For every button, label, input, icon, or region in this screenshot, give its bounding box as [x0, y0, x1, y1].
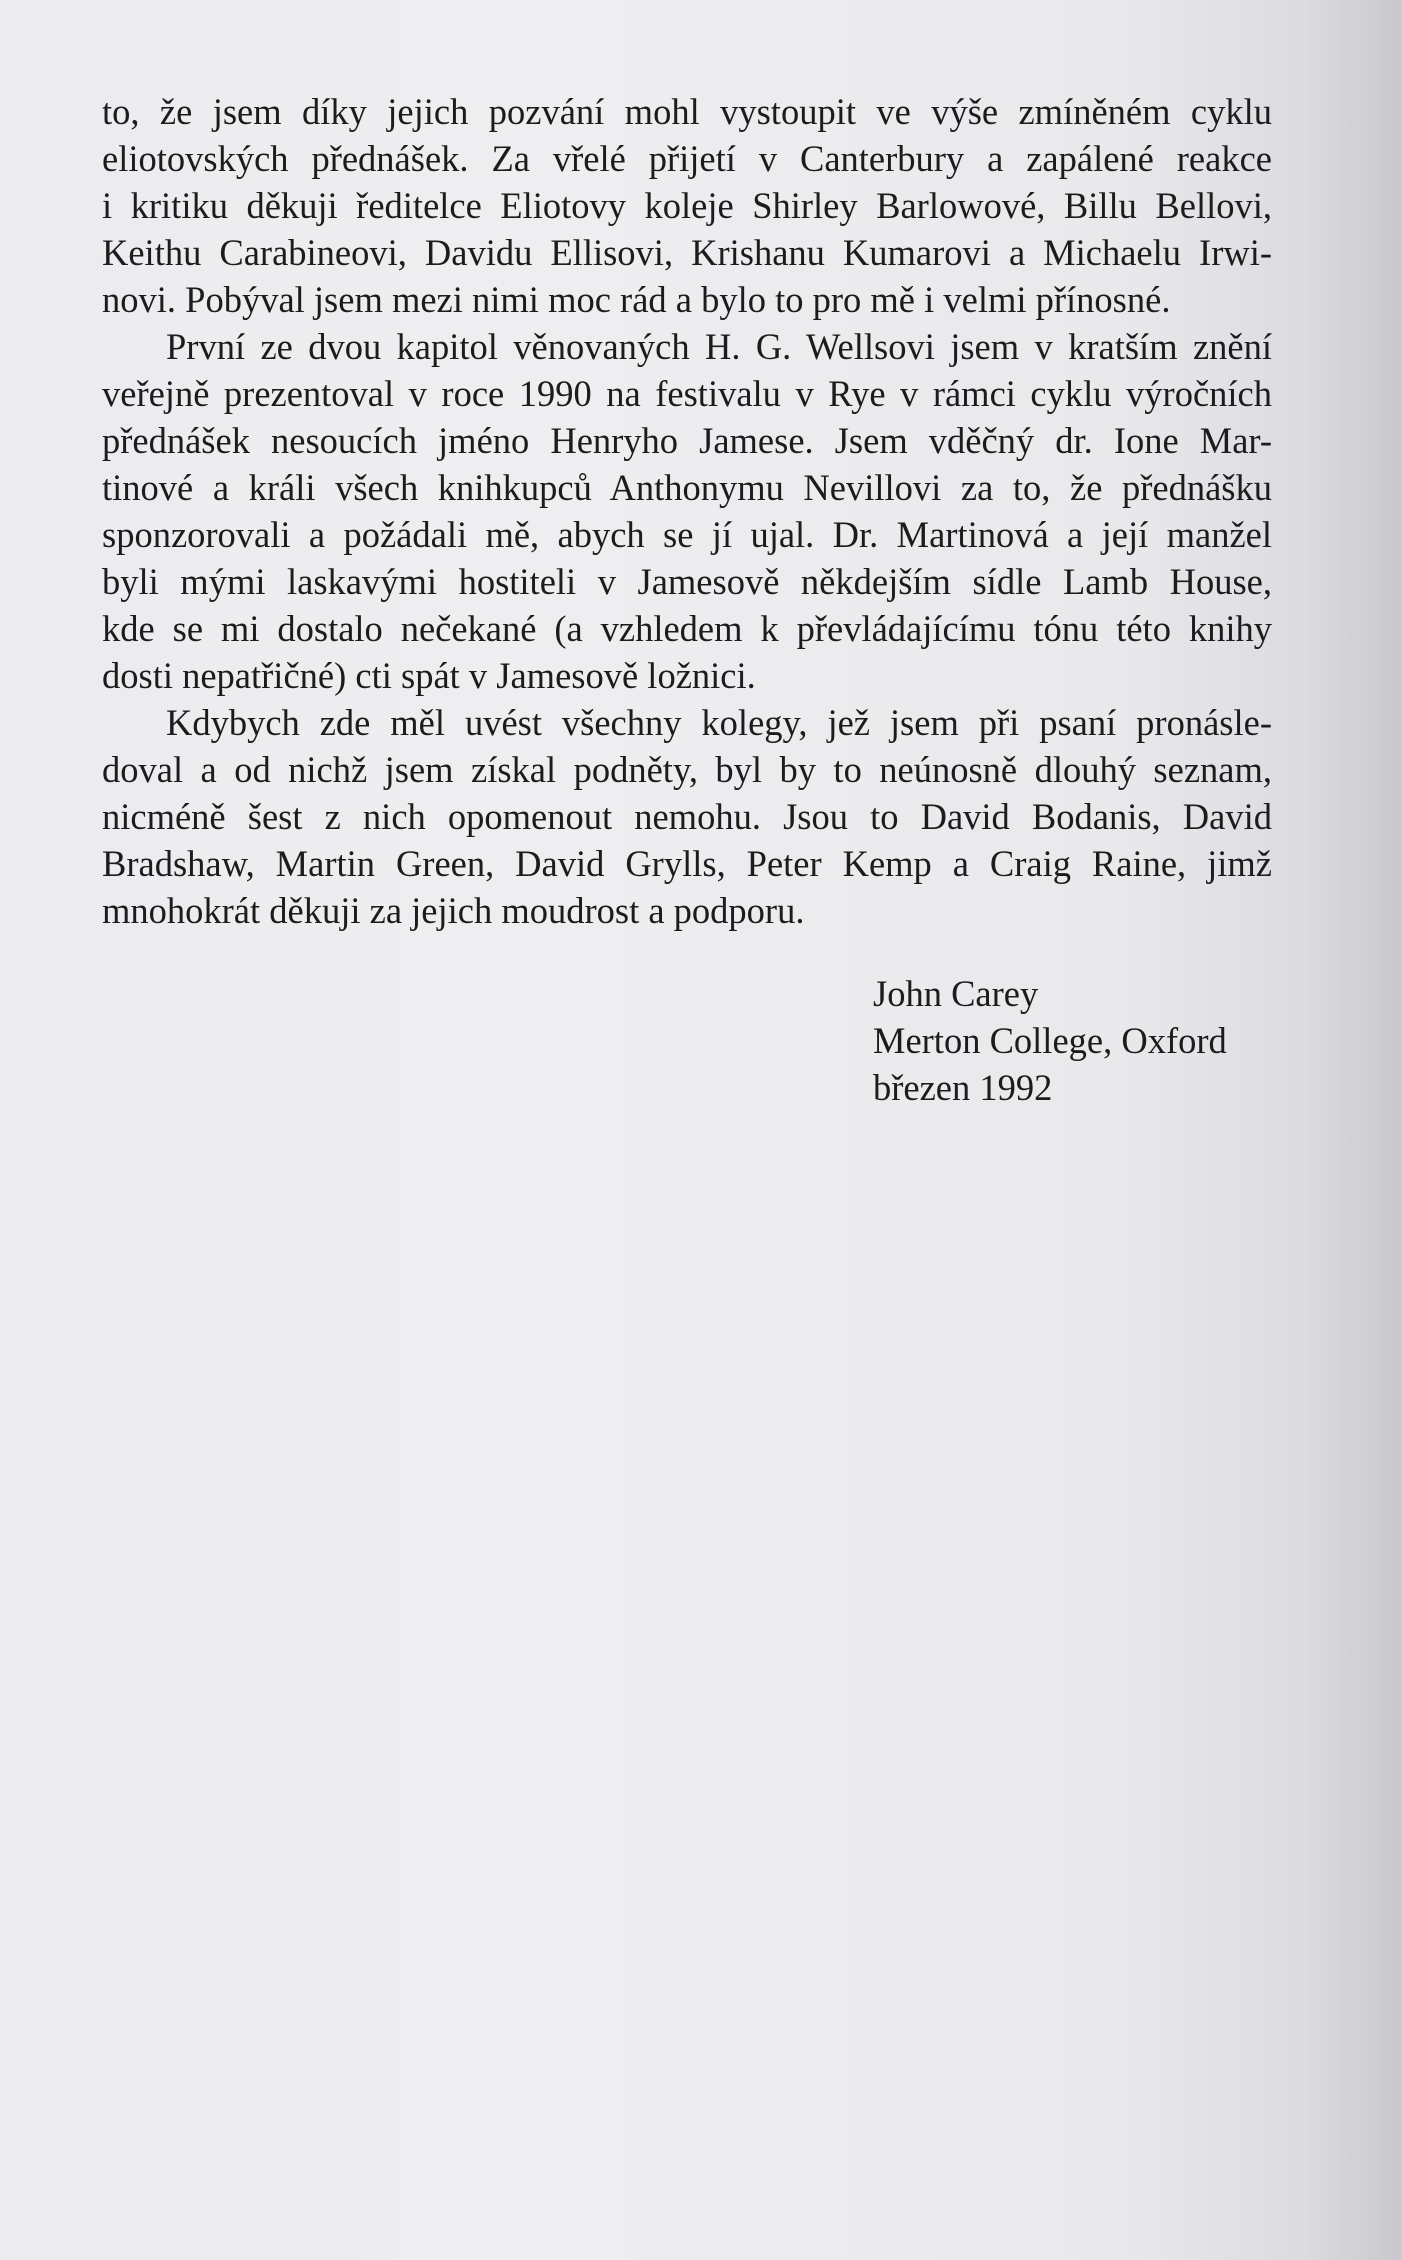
text-line: dosti nepatřičné) cti spát v Jamesově ložnici. [102, 655, 756, 696]
text-line: Kdybych zde měl uvést všechny kolegy, jež jsem při psaní pronásle- [166, 702, 1272, 743]
signature-block [873, 970, 1227, 1111]
text-line: veřejně prezentoval v roce 1990 na festivalu v Rye v rámci cyklu výročních [102, 373, 1272, 414]
text-line: mnohokrát děkuji za jejich moudrost a podporu. [102, 890, 805, 931]
text-line: to, že jsem díky jejich pozvání mohl vystoupit ve výše zmíněném cyklu [102, 91, 1272, 132]
author-name: John Carey [873, 973, 1039, 1014]
text-line: přednášek nesoucích jméno Henryho Jamese. Jsem vděčný dr. Ione Mar- [102, 420, 1272, 461]
paragraph-wells-chapter [102, 323, 1272, 699]
text-line: nicméně šest z nich opomenout nemohu. Jsou to David Bodanis, David [102, 796, 1272, 837]
text-line: tinové a králi všech knihkupců Anthonymu Nevillovi za to, že přednášku [102, 467, 1272, 508]
text-line: eliotovských přednášek. Za vřelé přijetí v Canterbury a zapálené reakce [102, 138, 1272, 179]
author-affiliation: Merton College, Oxford [873, 1020, 1227, 1061]
text-line: kde se mi dostalo nečekané (a vzhledem k převládajícímu tónu této knihy [102, 608, 1272, 649]
paragraph-colleagues [102, 699, 1272, 934]
text-line: Bradshaw, Martin Green, David Grylls, Peter Kemp a Craig Raine, jimž [102, 843, 1272, 884]
signature-date: březen 1992 [873, 1067, 1053, 1108]
paragraph-acknowledgements-canterbury [102, 88, 1272, 323]
text-line: doval a od nichž jsem získal podněty, byl by to neúnosně dlouhý seznam, [102, 749, 1272, 790]
text-line: První ze dvou kapitol věnovaných H. G. Wellsovi jsem v kratším znění [166, 326, 1272, 367]
text-line: byli mými laskavými hostiteli v Jamesově někdejším sídle Lamb House, [102, 561, 1272, 602]
text-line: novi. Pobýval jsem mezi nimi moc rád a bylo to pro mě i velmi přínosné. [102, 279, 1171, 320]
text-line: sponzorovali a požádali mě, abych se jí ujal. Dr. Martinová a její manžel [102, 514, 1272, 555]
text-line: i kritiku děkuji ředitelce Eliotovy koleje Shirley Barlowové, Billu Bellovi, [102, 185, 1272, 226]
text-line: Keithu Carabineovi, Davidu Ellisovi, Krishanu Kumarovi a Michaelu Irwi- [102, 232, 1272, 273]
body-text [102, 88, 1272, 934]
